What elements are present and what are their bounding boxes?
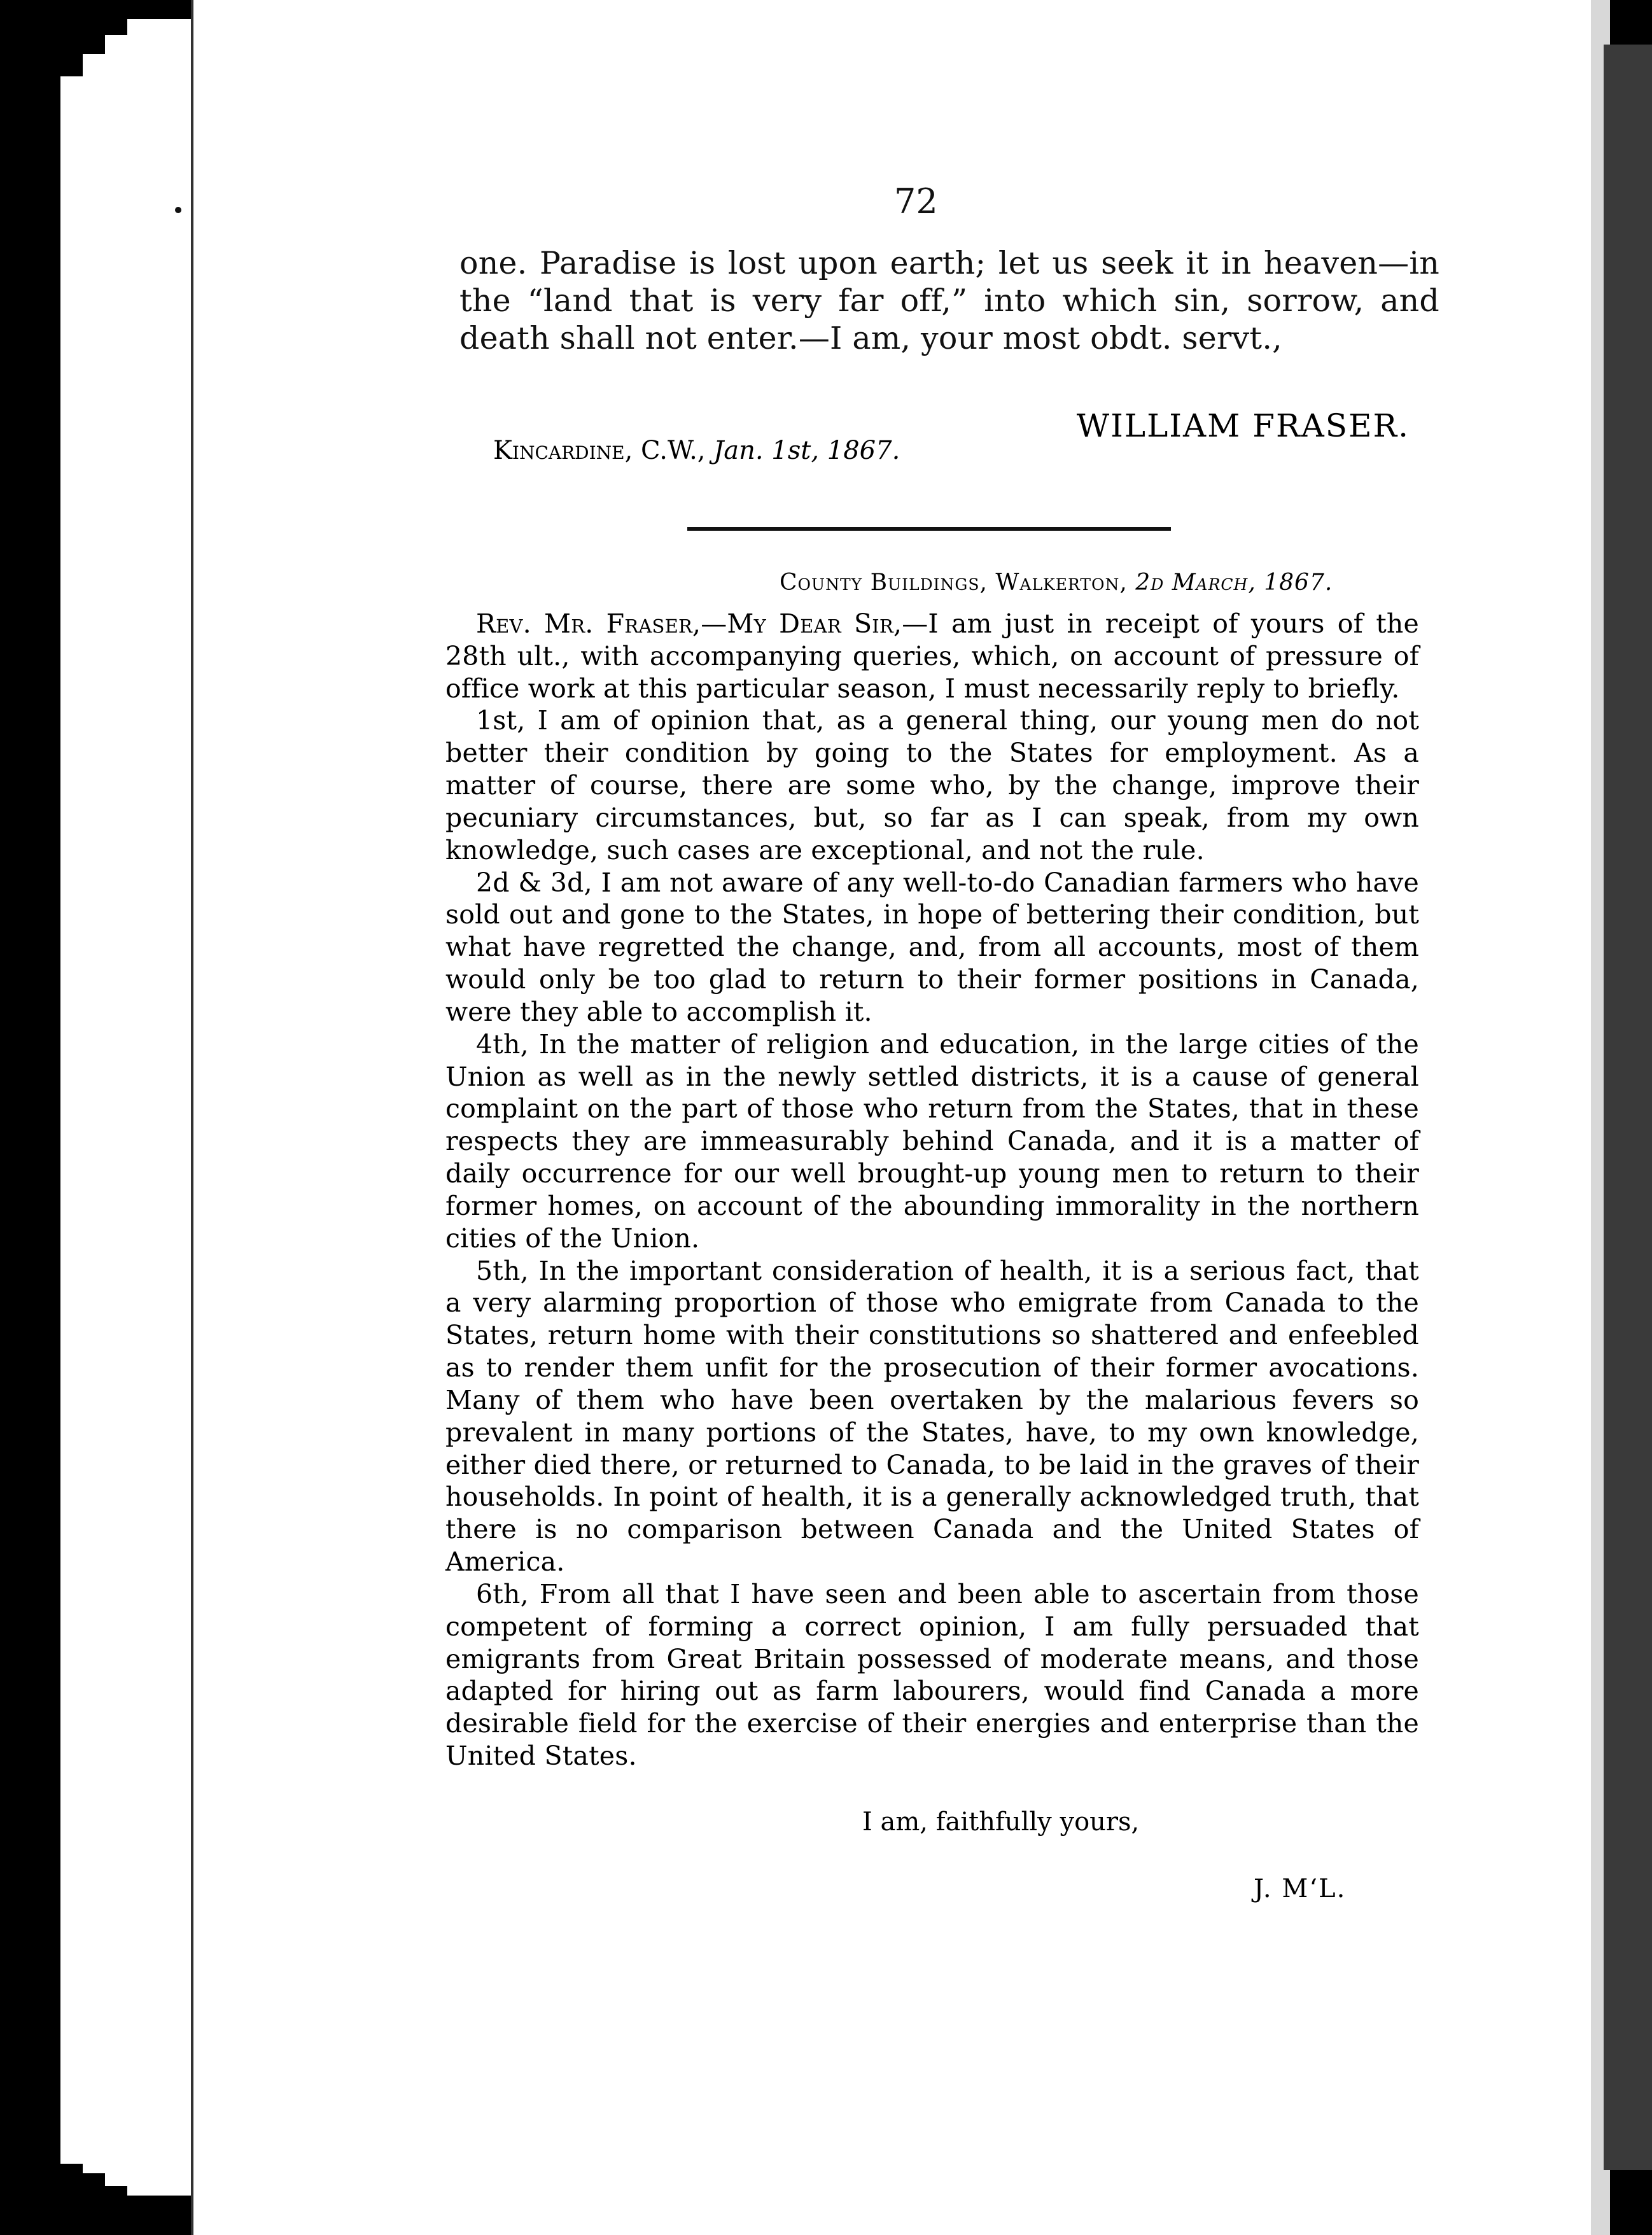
letter-date: Jan. 1st, 1867. xyxy=(713,436,900,465)
speck xyxy=(175,207,181,213)
place-date xyxy=(493,436,900,465)
paragraph-6th: 6th, From all that I have seen and been able to ascertain from those competent of forming a correct opinion, I am fully persuaded that emigrants from Great Britain possessed of moderate means, and those adapted for hiring out as farm labourers, would find Canada a more desirable field for the exercise of their energies and enterprise than the United States. xyxy=(445,1578,1419,1771)
dateline-date: 2d March, 1867. xyxy=(1135,570,1333,596)
closing-initials: J. M‘L. xyxy=(1254,1874,1347,1903)
paragraph-4th: 4th, In the matter of religion and education, in the large cities of the Union as well as in the newly settled districts, it is a cause of general complaint on the part of those who return from the States, that in these respects they are immeasurably behind Canada, and it is a matter of daily occurrence for our well brought-up young men to return to their former homes, on account of the abounding immorality in the northern cities of the Union. xyxy=(445,1028,1419,1254)
signature-block xyxy=(493,407,1410,465)
page-number: 72 xyxy=(894,181,938,221)
paragraph-2d-3d: 2d & 3d, I am not aware of any well-to-do Canadian farmers who have sold out and gone to the States, in hope of bettering their condition, but what have regretted the change, and, from all accounts, most of them would only be too glad to return to their former positions in Canada, were they able to accomplish it. xyxy=(445,867,1419,1027)
opening-paragraph xyxy=(445,608,1419,704)
place-suffix: , C.W., xyxy=(624,436,714,465)
continuation-paragraph: one. Paradise is lost upon earth; let us seek it in heaven—in the “land that is very far off,” into which sin, sorrow, and death shall not enter.—I am, your most obdt. servt., xyxy=(459,245,1439,356)
letter-body xyxy=(445,608,1419,1772)
salutation: Rev. Mr. Fraser,—My Dear Sir, xyxy=(476,608,902,639)
paragraph-1st: 1st, I am of opinion that, as a general thing, our young men do not better their condition by going to the States for employment. As a matter of course, there are some who, by the change, improve their pecuniary circumstances, but, so far as I can speak, from my own knowledge, such cases are exceptional, and not the rule. xyxy=(445,705,1419,865)
dateline xyxy=(780,570,1333,596)
dateline-place: County Buildings, Walkerton, xyxy=(780,570,1136,596)
closing: I am, faithfully yours, xyxy=(862,1807,1140,1837)
binding xyxy=(1604,45,1652,2170)
place-name: Kincardine xyxy=(493,436,625,465)
paragraph-5th: 5th, In the important consideration of health, it is a serious fact, that a very alarming proportion of those who emigrate from Canada to the States, return home with their constitutions so shattered and enfeebled as to render them unfit for the prosecution of their former avocations. Many of them who have been overtaken by the malarious fevers so prevalent in many portions of the States, have, to my own knowledge, either died there, or returned to Canada, to be laid in the graves of their households. In point of health, it is a generally acknowledged truth, that there is no comparison between Canada and the United States of America. xyxy=(445,1255,1419,1578)
section-divider xyxy=(687,527,1171,531)
signer-name: WILLIAM FRASER. xyxy=(1076,407,1410,444)
opening-text: —I am just in receipt of yours of the 28th ult., with accompanying queries, which, on account of pressure of office work at this particular season, I must necessarily reply to briefly. xyxy=(445,608,1420,704)
